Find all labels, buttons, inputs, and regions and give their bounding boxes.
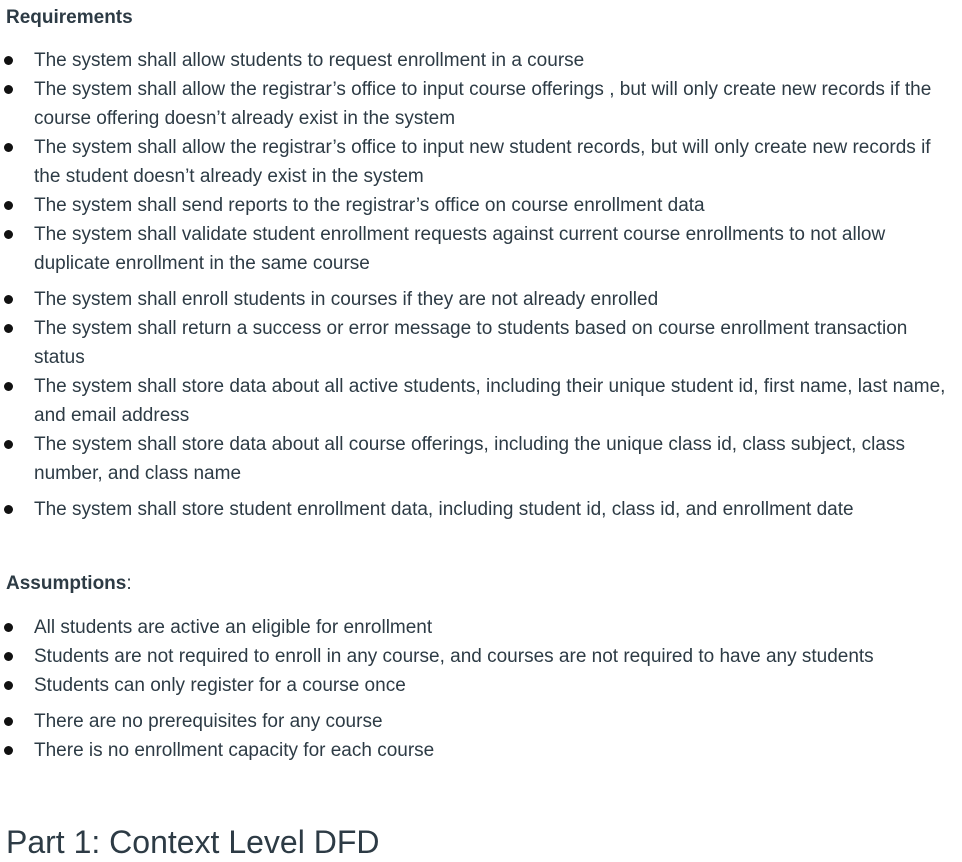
assumptions-heading [6, 572, 132, 596]
bullet-icon [4, 201, 13, 210]
list-item: The system shall allow students to request enrollment in a course [0, 46, 962, 75]
bullet-icon [4, 717, 13, 726]
list-item: The system shall return a success or error message to students based on course enrollment transaction status [0, 314, 962, 372]
bullet-icon [4, 230, 13, 239]
bullet-icon [4, 85, 13, 94]
list-item: The system shall enroll students in courses if they are not already enrolled [0, 285, 962, 314]
bullet-icon [4, 295, 13, 304]
bullet-icon [4, 143, 13, 152]
bullet-icon [4, 440, 13, 449]
bullet-icon [4, 623, 13, 632]
bullet-icon [4, 681, 13, 690]
list-item: Students are not required to enroll in any course, and courses are not required to have any students [0, 642, 962, 671]
assumptions-heading-colon: : [126, 573, 132, 594]
requirements-list [0, 46, 962, 524]
list-item: The system shall send reports to the registrar’s office on course enrollment data [0, 191, 962, 220]
bullet-icon [4, 746, 13, 755]
list-item: There is no enrollment capacity for each course [0, 736, 962, 765]
list-item: The system shall allow the registrar’s office to input course offerings , but will only create new records if the course offering doesn’t already exist in the system [0, 75, 962, 133]
list-item: Students can only register for a course once [0, 671, 962, 700]
next-section-title: Part 1: Context Level DFD [6, 824, 380, 860]
bullet-icon [4, 324, 13, 333]
list-item: The system shall store data about all course offerings, including the unique class id, class subject, class number, and class name [0, 430, 962, 488]
bullet-icon [4, 505, 13, 514]
bullet-icon [4, 382, 13, 391]
assumptions-list [0, 613, 962, 765]
list-item: The system shall validate student enrollment requests against current course enrollments to not allow duplicate enrollment in the same course [0, 220, 962, 278]
bullet-icon [4, 56, 13, 65]
list-item: There are no prerequisites for any course [0, 707, 962, 736]
list-item: All students are active an eligible for enrollment [0, 613, 962, 642]
list-item: The system shall store student enrollment data, including student id, class id, and enrollment date [0, 495, 962, 524]
bullet-icon [4, 652, 13, 661]
list-item: The system shall allow the registrar’s office to input new student records, but will only create new records if the student doesn’t already exist in the system [0, 133, 962, 191]
list-item: The system shall store data about all active students, including their unique student id, first name, last name, and email address [0, 372, 962, 430]
assumptions-heading-text: Assumptions [6, 573, 127, 594]
requirements-heading-text: Requirements [6, 7, 133, 28]
requirements-heading [6, 6, 133, 30]
